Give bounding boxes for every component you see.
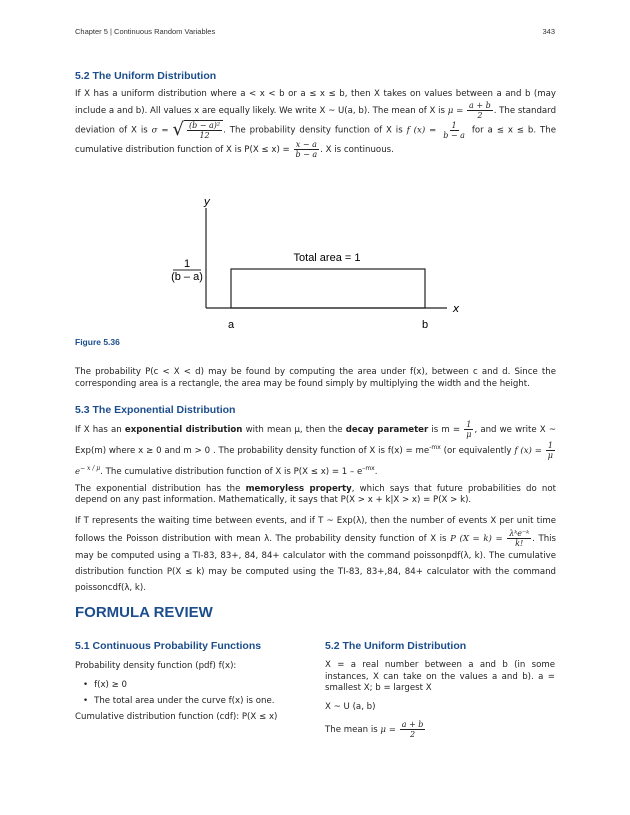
text: . bbox=[374, 466, 378, 477]
pdf-line: Probability density function (pdf) f(x): bbox=[75, 661, 237, 671]
text: . The standard deviation of X is bbox=[75, 106, 557, 136]
term-decay: decay parameter bbox=[345, 425, 429, 435]
frac-num: 1 bbox=[451, 120, 457, 130]
pdf-fraction bbox=[441, 121, 467, 140]
mean-fraction bbox=[467, 101, 493, 120]
text: If X has a uniform distribution where a < x < b or a ≤ x ≤ b, then X takes on values between a and b (may include a and b). All values x are equally likely. We write X ~ U(a, b). The mean of X is bbox=[75, 89, 556, 116]
term-exponential: exponential distribution bbox=[124, 425, 243, 435]
formula-review-heading: FORMULA REVIEW bbox=[75, 604, 213, 621]
list-item: • f(x) ≥ 0 bbox=[83, 677, 305, 693]
frac-den: b − a bbox=[443, 130, 465, 140]
text: . The cumulative distribution function of X is P(X ≤ x) = 1 – e bbox=[100, 466, 363, 477]
frac-num: a + b bbox=[401, 719, 424, 729]
frac-num: a + b bbox=[469, 101, 491, 110]
text: with mean μ, then the bbox=[245, 425, 343, 435]
chapter-title: Chapter 5 | Continuous Random Variables bbox=[75, 27, 216, 36]
cdf-fraction bbox=[293, 140, 319, 159]
a-label: a bbox=[227, 319, 235, 331]
uniform-figure bbox=[75, 185, 556, 335]
text: The exponential distribution has the bbox=[75, 483, 241, 494]
frac-num: 1 bbox=[466, 420, 472, 429]
figure-caption: Figure 5.36 bbox=[75, 337, 120, 347]
uniform-review-line-3 bbox=[325, 720, 555, 739]
exponent: − x / μ bbox=[80, 464, 101, 472]
text: , which says that future probabilities do not depend on any past information. Mathematically, it says that P(X > x + k|X > x) = P(X > k). bbox=[75, 483, 557, 506]
frac-num: 1 bbox=[547, 440, 553, 450]
uniform-heading: 5.2 The Uniform Distribution bbox=[75, 70, 217, 82]
sd-lhs: σ = bbox=[151, 125, 169, 136]
m-fraction bbox=[464, 420, 473, 439]
text: (or equivalently bbox=[443, 445, 512, 456]
f-lhs: f (x) = bbox=[514, 445, 542, 456]
list-item: • The total area under the curve f(x) is one. bbox=[83, 693, 305, 709]
frac-den: 12 bbox=[199, 131, 210, 140]
text: The mean is bbox=[325, 724, 378, 735]
uniform-paragraph bbox=[75, 87, 556, 159]
continuous-heading: 5.1 Continuous Probability Functions bbox=[75, 640, 262, 652]
frac-den: μ bbox=[466, 430, 472, 439]
exponential-block bbox=[75, 367, 556, 596]
exponential-paragraph-3 bbox=[75, 513, 556, 596]
mean-lhs: μ = bbox=[447, 106, 464, 116]
e-symbol: e bbox=[75, 466, 81, 477]
frac-num: λᵏe⁻ᵏ bbox=[509, 528, 530, 538]
text: for a ≤ x ≤ b. The cumulative distribution function of X is P(X ≤ x) = bbox=[75, 125, 556, 155]
exponential-paragraph-1 bbox=[75, 420, 556, 481]
pdf-lhs: f (x) = bbox=[406, 125, 437, 136]
frac-den: 2 bbox=[409, 729, 416, 739]
sd-sqrt bbox=[173, 120, 224, 140]
frac-den: k! bbox=[515, 538, 524, 548]
frac-den: b − a bbox=[295, 150, 318, 159]
page-number: 343 bbox=[542, 27, 555, 36]
frac-den: 2 bbox=[477, 111, 483, 120]
area-paragraph: The probability P(c < X < d) may be found by computing the area under f(x), between c and d. Since the corresponding area is a rectangle, the area may be found simply by multiplying the width and the height. bbox=[75, 367, 556, 389]
poisson-fraction bbox=[507, 529, 531, 548]
text: . X is continuous. bbox=[320, 145, 394, 155]
cdf-line: Cumulative distribution function (cdf): P(X ≤ x) bbox=[75, 712, 278, 722]
text: . This may be computed using a TI-83, 83+, 84, 84+ calculator with the command poissonpdf(λ, k). The cumulative distribution function P(X ≤ k) may be computed using the TI-83, 83+,84, 84+ calculator with the command poissoncdf(λ, k). bbox=[75, 533, 557, 593]
mean-fraction bbox=[400, 720, 426, 739]
mean-lhs: μ = bbox=[380, 724, 396, 735]
uniform-review-line-2: X ~ U (a, b) bbox=[325, 701, 376, 712]
text: , and we write X ~ Exp(m) where x ≥ 0 and m > 0 . The probability density function of X is f(x) = me bbox=[75, 425, 557, 456]
x-axis-label: x bbox=[452, 302, 460, 315]
exponent: –mx bbox=[362, 464, 375, 472]
term-memoryless: memoryless property bbox=[245, 483, 352, 494]
area-label: Total area = 1 bbox=[293, 252, 361, 264]
density-rectangle bbox=[231, 269, 425, 308]
frac-den: μ bbox=[547, 450, 553, 460]
exponential-heading: 5.3 The Exponential Distribution bbox=[75, 404, 236, 416]
formula-left-column bbox=[75, 640, 305, 724]
height-denominator: (b – a) bbox=[171, 271, 203, 283]
radical-sign: √ bbox=[172, 119, 184, 140]
exponential-paragraph-2 bbox=[75, 484, 556, 507]
uniform-review-heading: 5.2 The Uniform Distribution bbox=[325, 640, 467, 652]
running-head bbox=[75, 27, 555, 36]
exponent: -mx bbox=[429, 444, 441, 451]
uniform-diagram bbox=[75, 185, 556, 335]
height-numerator: 1 bbox=[183, 258, 191, 270]
frac-num: x − a bbox=[295, 140, 317, 149]
b-label: b bbox=[421, 319, 429, 331]
uniform-review-line-1: X = a real number between a and b (in some instances, X can take on the values a and b). a = smallest X; b = largest X bbox=[325, 660, 555, 693]
formula-right-column bbox=[325, 640, 555, 739]
text: If T represents the waiting time between events, and if T ~ Exp(λ), then the number of events X per unit time follows the Poisson distribution with mean λ. The probability density function of X is bbox=[75, 515, 556, 544]
frac-num: (b − a)² bbox=[188, 121, 221, 130]
poisson-lhs: P (X = k) = bbox=[450, 533, 503, 544]
pdf-bullets bbox=[83, 677, 305, 709]
text: is m = bbox=[431, 425, 461, 435]
text: If X has an bbox=[75, 425, 122, 435]
y-axis-label: y bbox=[203, 195, 211, 208]
text: . The probability density function of X is bbox=[223, 125, 403, 136]
uniform-section bbox=[75, 70, 556, 159]
f-fraction bbox=[546, 441, 555, 460]
sd-fraction bbox=[187, 121, 222, 140]
